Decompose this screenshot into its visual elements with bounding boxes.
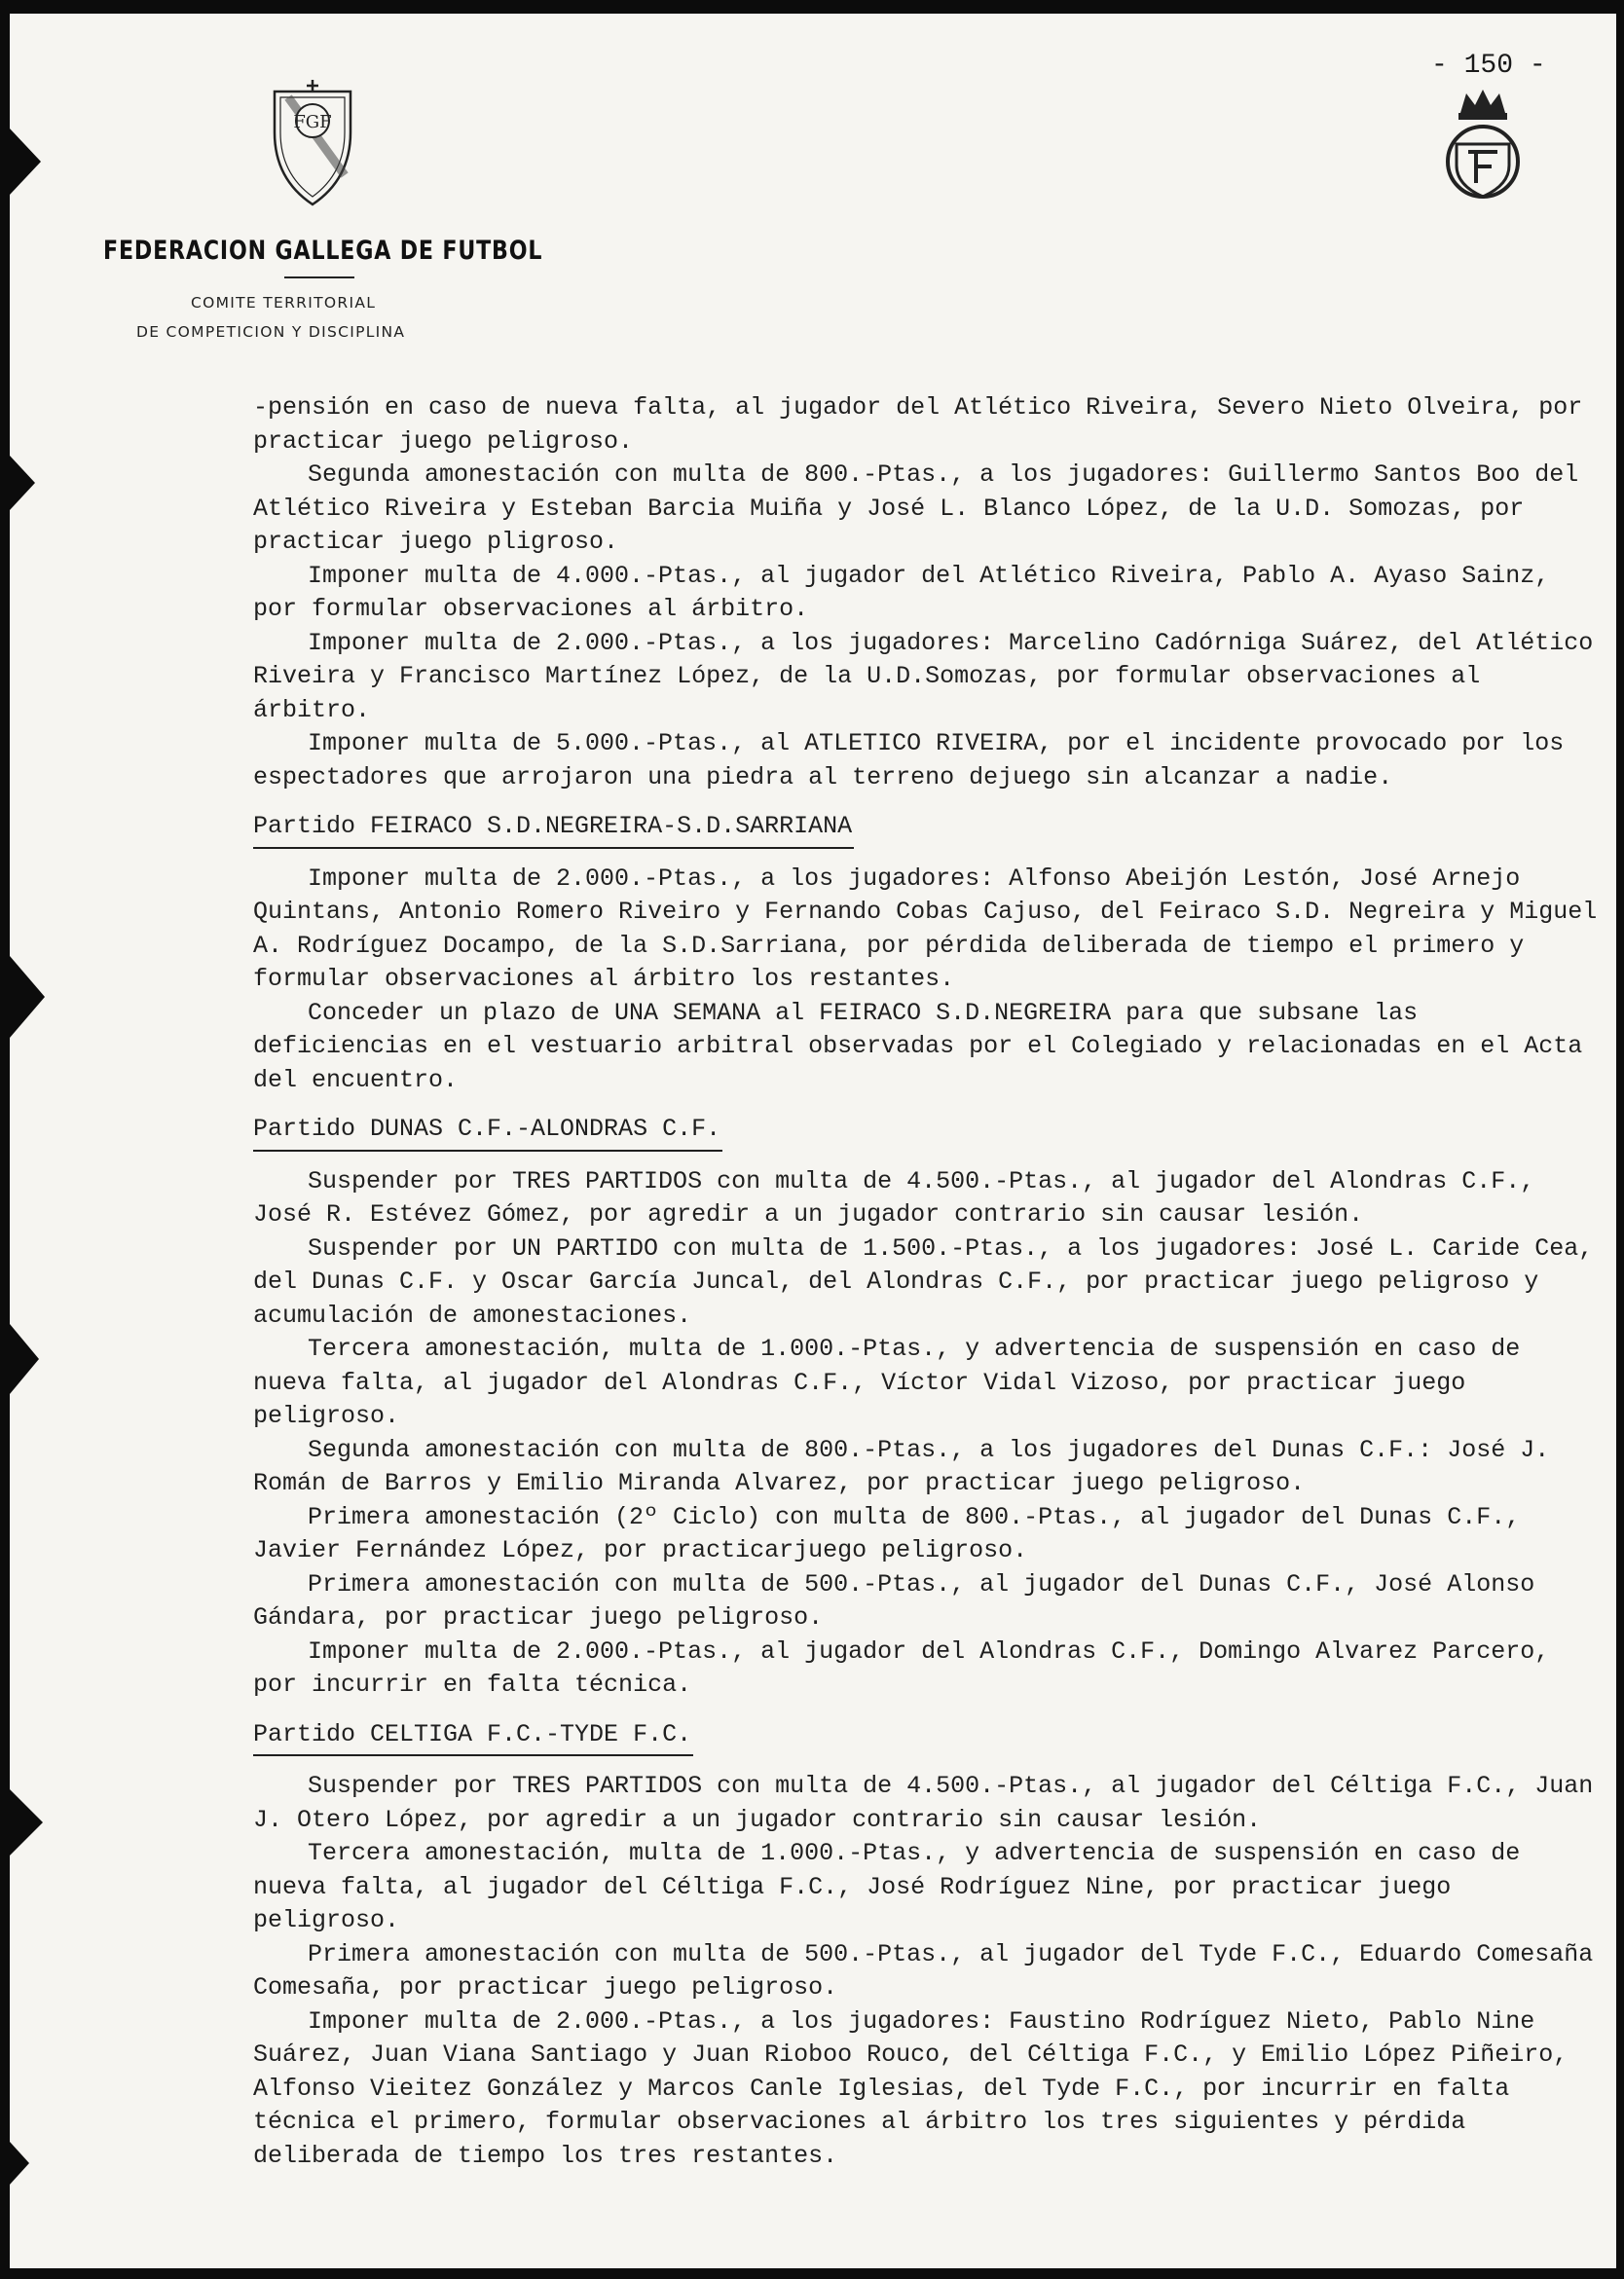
match-heading: Partido DUNAS C.F.-ALONDRAS C.F. [253, 1113, 1606, 1152]
paragraph: Segunda amonestación con multa de 800.-Ptas., a los jugadores: Guillermo Santos Boo del Atlético Riveira y Esteban Barcia Muiña y José L. Blanco López, de la U.D. Somozas, por practicar juego pligroso. [253, 460, 1579, 556]
paragraph: Imponer multa de 2.000.-Ptas., a los jugadores: Alfonso Abeijón Lestón, José Arnejo Quintans, Antonio Romero Riveiro y Fernando Cobas Cajuso, del Feiraco S.D. Negreira y Miguel A. Rodríguez Docampo, de la S.D.Sarriana, por pérdida deliberada de tiempo el primero y formular observaciones al árbitro los restantes. [253, 864, 1598, 993]
paragraph: Primera amonestación (2º Ciclo) con multa de 800.-Ptas., al jugador del Dunas C.F., Javier Fernández López, por practicarjuego peligroso. [253, 1502, 1521, 1564]
torn-edge [10, 1324, 39, 1394]
torn-edge [10, 456, 35, 510]
torn-edge [10, 2142, 29, 2185]
paragraph: Conceder un plazo de UNA SEMANA al FEIRACO S.D.NEGREIRA para que subsane las deficiencias en el vestuario arbitral observadas por el Colegiado y relacionadas en el Acta del encuentro. [253, 998, 1583, 1094]
svg-text:FGF: FGF [293, 112, 332, 132]
torn-edge [10, 1789, 43, 1856]
paragraph: Segunda amonestación con multa de 800.-Ptas., a los jugadores del Dunas C.F.: José J. Román de Barros y Emilio Miranda Alvarez, por practicar juego peligroso. [253, 1435, 1550, 1497]
federation-name: FEDERACION GALLEGA DE FUTBOL [103, 236, 543, 266]
committee-name-line2: DE COMPETICION Y DISCIPLINA [136, 323, 406, 341]
federation-shield-icon [271, 78, 354, 208]
document-page [10, 14, 1616, 2268]
paragraph: Tercera amonestación, multa de 1.000.-Ptas., y advertencia de suspensión en caso de nueva falta, al jugador del Alondras C.F., Víctor Vidal Vizoso, por practicar juego peligroso. [253, 1335, 1521, 1430]
torn-edge [10, 956, 45, 1038]
paragraph: Imponer multa de 5.000.-Ptas., al ATLETICO RIVEIRA, por el incidente provocado por los espectadores que arrojaron una piedra al terreno dejuego sin alcanzar a nadie. [253, 729, 1565, 791]
paragraph: Tercera amonestación, multa de 1.000.-Ptas., y advertencia de suspensión en caso de nueva falta, al jugador del Céltiga F.C., José Rodríguez Nine, por practicar juego peligroso. [253, 1839, 1521, 1934]
paragraph: Imponer multa de 2.000.-Ptas., a los jugadores: Faustino Rodríguez Nieto, Pablo Nine Suárez, Juan Viana Santiago y Juan Rioboo Rouco, del Céltiga F.C., y Emilio López Piñeiro, Alfonso Vieitez González y Marcos Canle Iglesias, del Tyde F.C., por incurrir en falta técnica el primero, formular observaciones al árbitro los tres siguientes y pérdida deliberada de tiempo los tres restantes. [253, 2006, 1569, 2170]
paragraph: Suspender por TRES PARTIDOS con multa de 4.500.-Ptas., al jugador del Céltiga F.C., Juan J. Otero López, por agredir a un jugador contrario sin causar lesión. [253, 1772, 1594, 1834]
letterhead-divider [284, 276, 354, 278]
torn-edge [10, 129, 41, 195]
committee-name-line1: COMITE TERRITORIAL [191, 294, 377, 312]
page-number: - 150 - [1431, 51, 1546, 81]
paragraph: Primera amonestación con multa de 500.-Ptas., al jugador del Dunas C.F., José Alonso Gándara, por practicar juego peligroso. [253, 1569, 1535, 1632]
paragraph: Imponer multa de 2.000.-Ptas., a los jugadores: Marcelino Cadórniga Suárez, del Atlético Riveira y Francisco Martínez López, de la U.D.Somozas, por formular observaciones al árbitro. [253, 628, 1594, 724]
paragraph: Suspender por TRES PARTIDOS con multa de 4.500.-Ptas., al jugador del Alondras C.F., José R. Estévez Gómez, por agredir a un jugador contrario sin causar lesión. [253, 1166, 1535, 1229]
paragraph: Imponer multa de 4.000.-Ptas., al jugador del Atlético Riveira, Pablo A. Ayaso Sainz, por formular observaciones al árbitro. [253, 561, 1550, 623]
paragraph: Primera amonestación con multa de 500.-Ptas., al jugador del Tyde F.C., Eduardo Comesaña Comesaña, por practicar juego peligroso. [253, 1939, 1594, 2002]
paragraph: Suspender por UN PARTIDO con multa de 1.500.-Ptas., a los jugadores: José L. Caride Cea, del Dunas C.F. y Oscar García Juncal, del Alondras C.F., por practicar juego peligroso y acumulación de amonestaciones. [253, 1233, 1594, 1330]
paragraph: -pensión en caso de nueva falta, al jugador del Atlético Riveira, Severo Nieto Olveira, por practicar juego peligroso. [253, 393, 1583, 456]
resolution-text [253, 391, 1606, 2173]
paragraph: Imponer multa de 2.000.-Ptas., al jugador del Alondras C.F., Domingo Alvarez Parcero, por incurrir en falta técnica. [253, 1636, 1550, 1699]
match-heading: Partido CELTIGA F.C.-TYDE F.C. [253, 1718, 1606, 1757]
match-heading: Partido FEIRACO S.D.NEGREIRA-S.D.SARRIANA [253, 810, 1606, 849]
crowned-crest-icon [1441, 84, 1525, 204]
